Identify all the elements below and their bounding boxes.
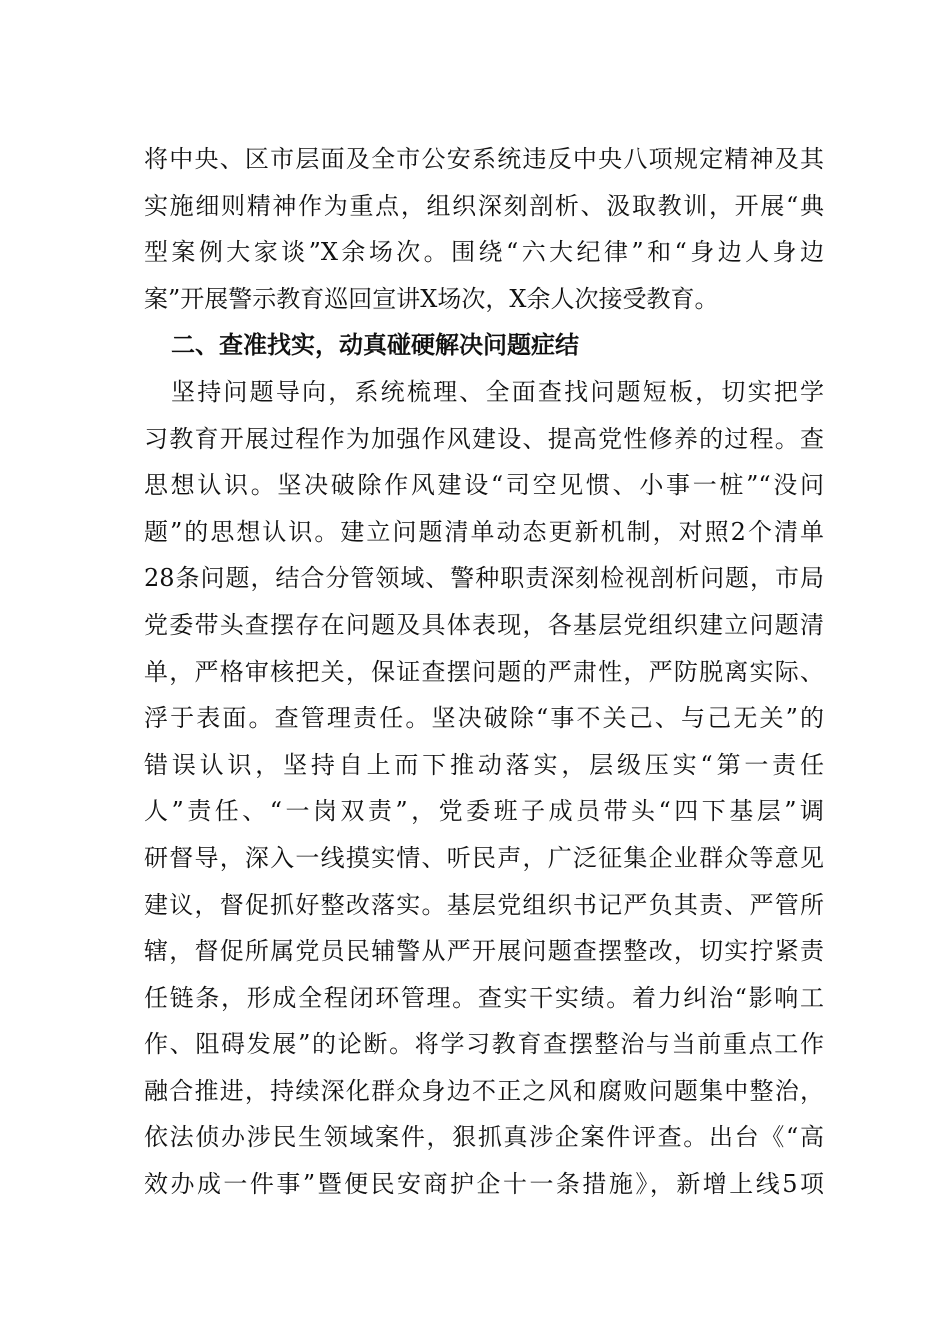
paragraph-line: 党委带头查摆存在问题及具体表现，各基层党组织建立问题清 xyxy=(144,610,824,639)
document-body xyxy=(144,136,824,1208)
section-heading: 二、查准找实，动真碰硬解决问题症结 xyxy=(171,331,579,360)
paragraph-line: 研督导，深入一线摸实情、听民声，广泛征集企业群众等意见 xyxy=(144,843,824,872)
paragraph-line: 习教育开展过程作为加强作风建设、提高党性修养的过程。查 xyxy=(144,424,824,453)
paragraph-line: 案”开展警示教育巡回宣讲X场次，X余人次接受教育。 xyxy=(144,284,719,313)
paragraph-line: 错误认识，坚持自上而下推动落实，层级压实“第一责任 xyxy=(144,750,824,779)
paragraph-line: 作、阻碍发展”的论断。将学习教育查摆整治与当前重点工作 xyxy=(144,1030,824,1059)
paragraph-line: 融合推进，持续深化群众身边不正之风和腐败问题集中整治， xyxy=(144,1076,824,1105)
paragraph-line: 浮于表面。查管理责任。坚决破除“事不关己、与己无关”的 xyxy=(144,704,824,733)
paragraph-line: 辖，督促所属党员民辅警从严开展问题查摆整改，切实拧紧责 xyxy=(144,937,824,966)
paragraph-2 xyxy=(144,369,824,1208)
paragraph-line: 思想认识。坚决破除作风建设“司空见惯、小事一桩”“没问 xyxy=(144,471,824,500)
paragraph-line: 效办成一件事”暨便民安商护企十一条措施》，新增上线5项 xyxy=(144,1170,824,1199)
paragraph-line: 单，严格审核把关，保证查摆问题的严肃性，严防脱离实际、 xyxy=(144,657,824,686)
paragraph-line: 坚持问题导向，系统梳理、全面查找问题短板，切实把学 xyxy=(171,377,824,406)
paragraph-line: 人”责任、“一岗双责”，党委班子成员带头“四下基层”调 xyxy=(144,797,824,826)
paragraph-line: 28条问题，结合分管领域、警种职责深刻检视剖析问题，市局 xyxy=(144,564,824,593)
paragraph-line: 将中央、区市层面及全市公安系统违反中央八项规定精神及其 xyxy=(144,145,824,173)
paragraph-line: 实施细则精神作为重点，组织深刻剖析、汲取教训，开展“典 xyxy=(144,191,824,220)
paragraph-1 xyxy=(144,136,824,322)
paragraph-line: 建议，督促抓好整改落实。基层党组织书记严负其责、严管所 xyxy=(144,890,824,919)
paragraph-line: 型案例大家谈”X余场次。围绕“六大纪律”和“身边人身边 xyxy=(144,238,824,267)
paragraph-line: 依法侦办涉民生领域案件，狠抓真涉企案件评查。出台《“高 xyxy=(144,1123,824,1152)
paragraph-line: 题”的思想认识。建立问题清单动态更新机制，对照2个清单 xyxy=(144,517,824,546)
paragraph-line: 任链条，形成全程闭环管理。查实干实绩。着力纠治“影响工 xyxy=(144,983,824,1012)
